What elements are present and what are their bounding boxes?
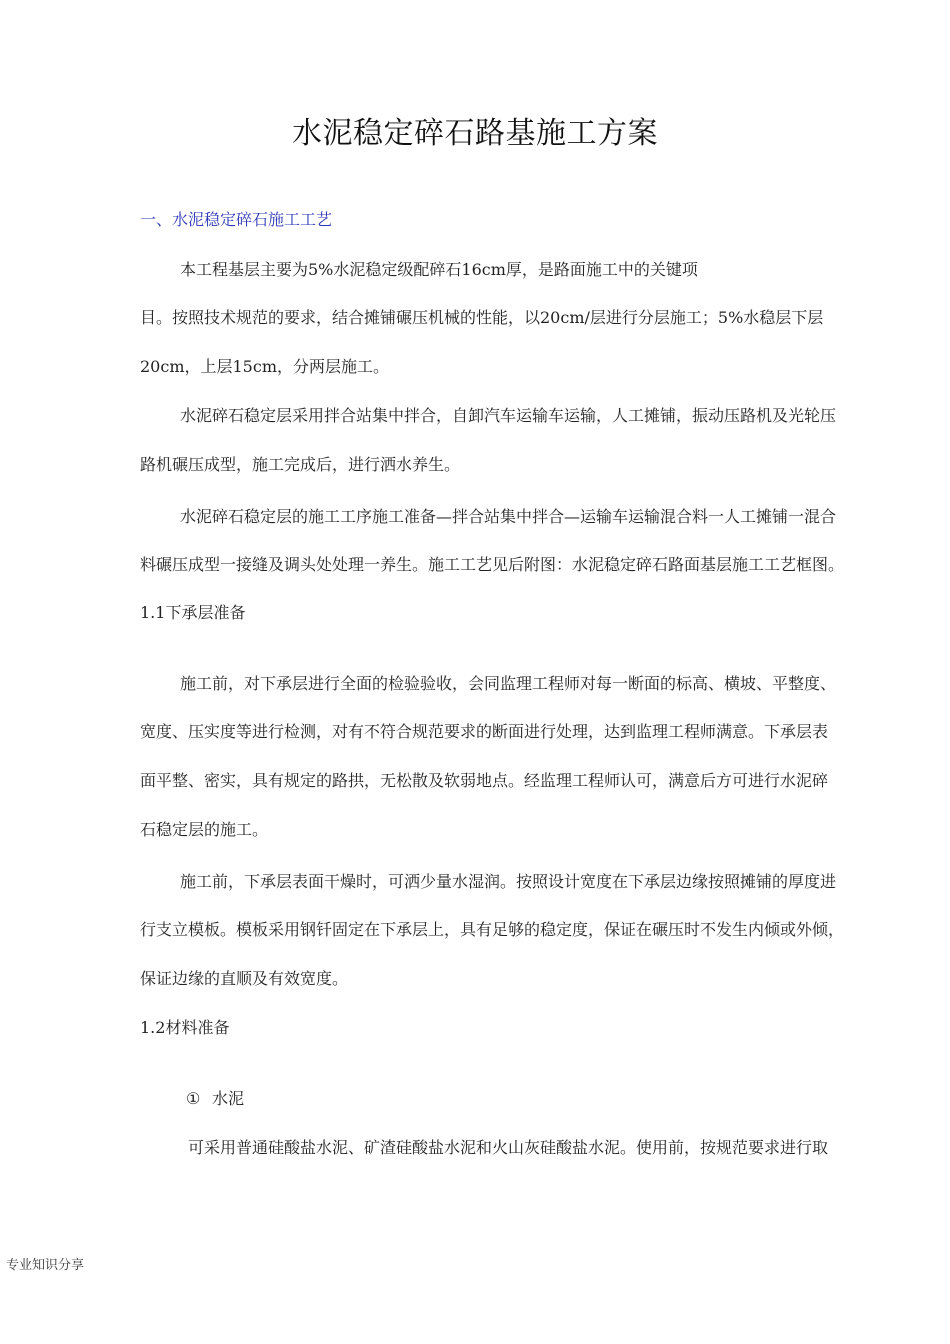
paragraph-line: 可采用普通硅酸盐水泥、矿渣硅酸盐水泥和火山灰硅酸盐水泥。使用前，按规范要求进行取 xyxy=(188,1138,829,1157)
list-item xyxy=(186,1087,244,1111)
paragraph-line: 20cm，上层15cm，分两层施工。 xyxy=(140,357,389,376)
paragraph-line: 石稳定层的施工。 xyxy=(140,820,269,839)
section-heading: 一、水泥稳定碎石施工工艺 xyxy=(140,210,333,229)
paragraph-line: 宽度、压实度等进行检测，对有不符合规范要求的断面进行处理，达到监理工程师满意。下承层表 xyxy=(140,722,829,741)
paragraph-line: 施工前，对下承层进行全面的检验验收，会同监理工程师对每一断面的标高、横坡、平整度、 xyxy=(180,674,837,693)
document-title: 水泥稳定碎石路基施工方案 xyxy=(292,116,658,151)
paragraph-line: 面平整、密实，具有规定的路拱，无松散及软弱地点。经监理工程师认可，满意后方可进行水泥碎 xyxy=(140,771,829,790)
list-item-number: ① xyxy=(186,1089,201,1108)
paragraph-line: 保证边缘的直顺及有效宽度。 xyxy=(140,969,349,988)
page-footer: 专业知识分享 xyxy=(6,1258,85,1273)
paragraph-line: 施工前，下承层表面干燥时，可洒少量水湿润。按照设计宽度在下承层边缘按照摊铺的厚度进 xyxy=(180,872,837,891)
paragraph-line: 水泥碎石稳定层的施工工序施工准备—拌合站集中拌合—运输车运输混合料一人工摊铺一混合 xyxy=(180,507,837,526)
subsection-heading: 1.1下承层准备 xyxy=(140,603,246,622)
list-item-label: 水泥 xyxy=(212,1089,245,1108)
paragraph-line: 水泥碎石稳定层采用拌合站集中拌合，自卸汽车运输车运输，人工摊铺，振动压路机及光轮压 xyxy=(180,406,837,425)
paragraph-line: 行支立模板。模板采用钢钎固定在下承层上，具有足够的稳定度，保证在碾压时不发生内倾或外倾， xyxy=(140,920,845,939)
paragraph-line: 目。按照技术规范的要求，结合摊铺碾压机械的性能，以20cm/层进行分层施工；5%水稳层下层 xyxy=(140,308,824,327)
subsection-heading: 1.2材料准备 xyxy=(140,1018,230,1037)
paragraph-line: 料碾压成型一接缝及调头处处理一养生。施工工艺见后附图：水泥稳定碎石路面基层施工工艺框图。 xyxy=(140,555,845,574)
paragraph-line: 路机碾压成型，施工完成后，进行洒水养生。 xyxy=(140,455,461,474)
paragraph-line: 本工程基层主要为5%水泥稳定级配碎石16cm厚，是路面施工中的关键项 xyxy=(180,260,698,279)
